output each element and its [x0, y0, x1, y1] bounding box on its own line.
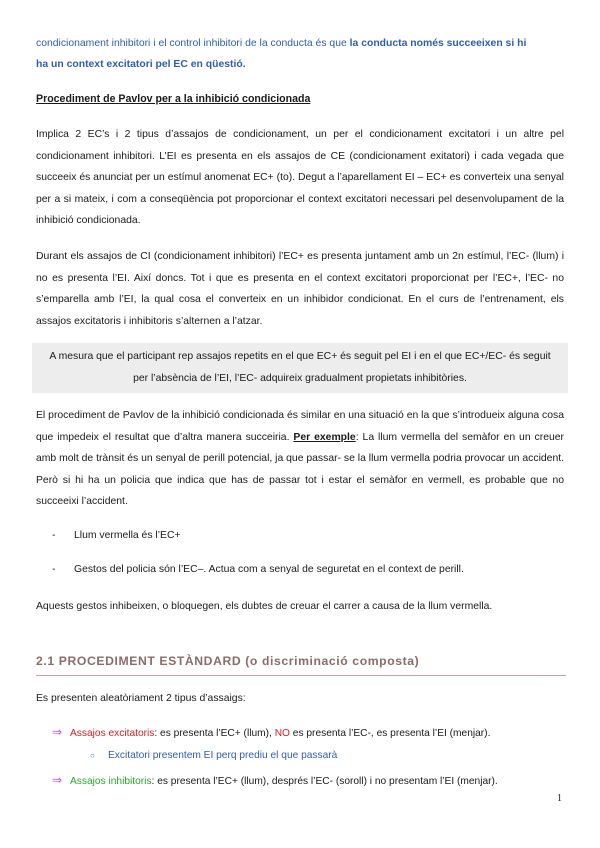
dash-list-item: - Gestos del policia són l’EC–. Actua com a senyal de seguretat en el context de perill.	[52, 564, 464, 575]
dash-list-item: - Llum vermella és l’EC+	[52, 530, 181, 541]
paragraph-gestures: Aquests gestos inhibeixen, o bloquegen, els dubtes de creuar el carrer a causa de la llum vermella.	[36, 601, 493, 612]
section-2-1-title: 2.1 PROCEDIMENT ESTÀNDARD (o discriminació composta)	[36, 654, 420, 668]
section-divider	[36, 675, 566, 676]
intro-bold-text-2: ha un context excitatori pel EC en qüestió.	[36, 59, 246, 70]
arrow-right-icon: ⇒	[52, 773, 63, 787]
dash-item-text: Llum vermella és l’EC+	[74, 530, 181, 541]
list-item-excitatory	[52, 725, 490, 739]
example-intro-text: El procediment de Pavlov de la inhibició condicionada és similar en una situació en la que s’introdueix alguna cosa que impedeix el resultat que d’altra manera succeiria.	[36, 410, 564, 443]
intro-paragraph	[36, 33, 564, 75]
inhibitory-label: Assajos inhibitoris	[70, 776, 152, 787]
example-body-text: : La llum vermella del semàfor en un creuer amb molt de trànsit és un senyal de perill potencial, ja que passar- se la llum vermella podria provocar un accident. Però si hi ha un policia que indica que has de passar tot i estar el semàfor en vermell, es probable que no succeeixi l’accident.	[36, 431, 564, 507]
paragraph-ci-trials: Durant els assajos de CI (condicionament inhibitori) l’EC+ es presenta juntament amb un 2n estímul, l’EC- (llum) i no es presenta l’EI. Així doncs. Tot i que es presenta en el context excitatori proporcionat per l’EC+, l’EC- no s’emparella amb l’EI, la qual cosa el converteix en un inhibidor condicionat. En el curs de l’entrenament, els assajos excitatoris i inhibitoris s’alternen a l’atzar.	[36, 251, 564, 327]
inhibitory-text: : es presenta l’EC+ (llum), després l’EC- (soroll) i no presentam l’EI (menjar).	[151, 776, 498, 787]
highlight-line-1: A mesura que el participant rep assajos repetits en el que EC+ és seguit pel EI i en el que EC+/EC- és seguit	[49, 351, 551, 362]
page-number: 1	[557, 793, 562, 804]
highlight-line-2: per l’absència de l’EI, l’EC- adquireix gradualment propietats inhibitòries.	[133, 373, 467, 384]
pavlov-procedure-heading: Procediment de Pavlov per a la inhibició condicionada	[36, 93, 311, 105]
circle-bullet-icon: ○	[90, 751, 95, 760]
arrow-right-icon: ⇒	[52, 725, 63, 739]
excitatory-no: NO	[274, 728, 290, 739]
highlight-box	[32, 343, 568, 393]
sub-list-item	[90, 750, 337, 761]
excitatory-text-b: es presenta l’EC-, es presenta l’EI (menjar).	[289, 728, 491, 739]
list-item-inhibitory	[52, 773, 498, 787]
trials-intro: Es presenten aleatòriament 2 tipus d’assaigs:	[36, 693, 246, 704]
intro-bold-text-1: la conducta només succeeixen si hi	[349, 38, 527, 49]
example-label: Per exemple	[293, 431, 356, 443]
sub-item-text: Excitatori presentem EI perq prediu el que passarà	[108, 750, 338, 761]
dash-item-text: Gestos del policia són l’EC–. Actua com a senyal de seguretat en el context de perill.	[74, 564, 464, 575]
excitatory-label: Assajos excitatoris	[70, 728, 155, 739]
paragraph-example	[36, 405, 564, 513]
excitatory-text-a: : es presenta l’EC+ (llum),	[154, 728, 275, 739]
paragraph-pavlov-description: Implica 2 EC’s i 2 tipus d’assajos de condicionament, un per el condicionament excitatori i un altre pel condicionament inhibitori. L’EI es presenta en els assajos de CE (condicionament exitatori) i cada vegada que succeeix és anunciat per un estímul anomenat EC+ (to). Degut a l’aparellament EI – EC+ es converteix una senyal per a si mateix, i com a conseqüència pot proporcionar el context excitatori necessari pel desenvolupament de la inhibició condicionada.	[36, 129, 564, 226]
intro-plain-text: condicionament inhibitori i el control inhibitori de la conducta és que	[36, 38, 350, 49]
